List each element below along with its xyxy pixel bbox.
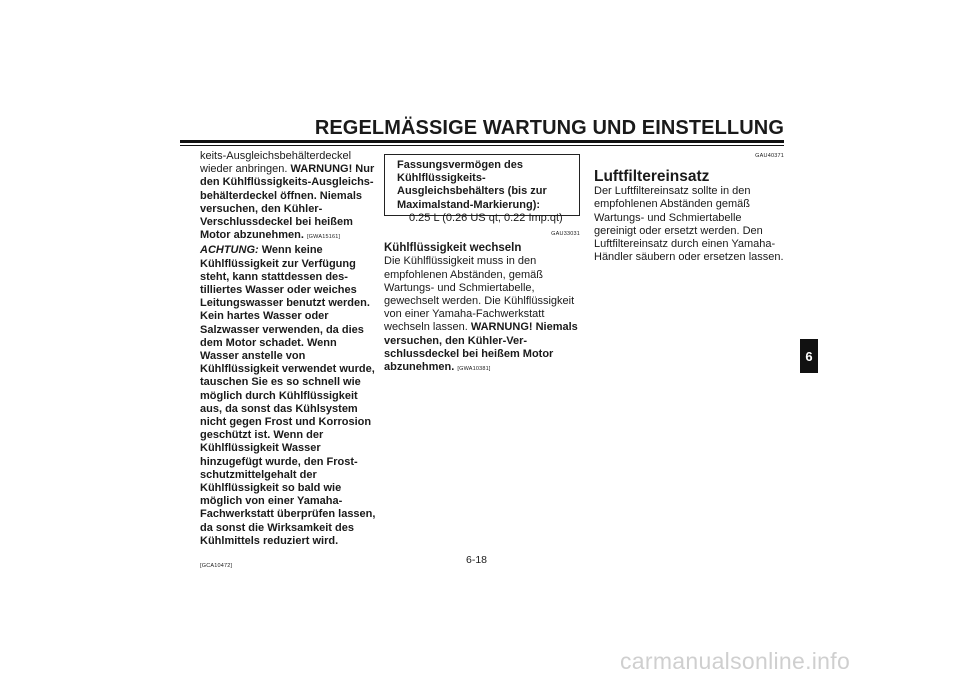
section-body — [384, 255, 580, 376]
header-rule-thin — [180, 145, 784, 146]
attention-label: ACHTUNG: — [200, 244, 259, 257]
ref-code: GAU40371 — [755, 153, 784, 159]
intro-text: keits-Ausgleichsbehälterdeckel wieder anbringen. — [200, 150, 352, 176]
watermark: carmanualsonline.info — [620, 648, 851, 674]
chapter-tab: 6 — [800, 339, 818, 373]
warning-code: [GWA10381] — [457, 366, 491, 373]
attention-text: Wenn keine Kühlflüssigkeit zur Verfügung steht, kann stattdessen destilliertes Wasser oder weiches Leitungswasser benutzt werden. Kein hartes Wasser oder Salzwasser verwenden, da dies dem Motor schadet. Wenn Wasser anstelle von Kühlflüssigkeit verwendet wurde, tauschen Sie es so schnell wie möglich durch Kühlflüssigkeit aus, da sonst das Kühlsystem nicht gegen Frost und Korrosion geschützt ist. Wenn der Kühlflüssigkeit Wasser hinzugefügt wurde, den Frostschutzmittelgehalt der Kühlflüssigkeit so bald wie möglich von einer Yamaha-Fachwerkstatt überprüfen lassen, da sonst die Wirksamkeit des Kühlmittels reduziert wird. — [200, 244, 376, 547]
column-left — [200, 150, 378, 573]
caution-code: [GCA10472] — [200, 563, 233, 570]
capacity-title: Fassungsvermögen des Kühlflüssigkeits-Ausgleichsbehälters (bis zur Maximalstand-Markierung): — [397, 159, 547, 211]
capacity-box — [384, 154, 580, 224]
section-heading: Kühlflüssigkeit wechseln — [384, 242, 522, 255]
header-rule-thick — [180, 140, 784, 143]
capacity-value: 0.25 L (0.26 US qt, 0.22 Imp.qt) — [409, 211, 563, 224]
warning-text: WARNUNG! Nur den Kühlflüssigkeits-Ausgleichsbehälterdeckel öffnen. Niemals versuchen, den Kühler-Verschlussdeckel bei heißem Motor abzunehmen. — [200, 163, 375, 242]
body-text: Die Kühlflüssigkeit muss in den empfohlenen Abständen, gemäß Wartungs- und Schmiertabelle, gewechselt werden. Die Kühlflüssigkeit von einer Yamaha-Fachwerkstatt wechseln lassen. — [384, 255, 575, 334]
page-title: REGELMÄSSIGE WARTUNG UND EINSTELLUNG — [314, 117, 784, 139]
ref-code: GAU33031 — [551, 231, 580, 237]
column-right — [594, 150, 784, 264]
warning-text: WARNUNG! Niemals versuchen, den Kühler-Verschlussdeckel bei heißem Motor abzunehmen. — [384, 321, 578, 374]
column-middle — [384, 150, 580, 376]
section-body: Der Luftfiltereinsatz sollte in den empfohlenen Abständen gemäß Wartungs- und Schmiertabelle gereinigt oder ersetzt werden. Den Luftfiltereinsatz durch einen Yamaha-Händler säubern oder ersetzen lassen. — [594, 185, 784, 264]
warning-code: [GWA15161] — [306, 234, 341, 241]
page-number: 6-18 — [466, 554, 488, 566]
section-heading: Luftfiltereinsatz — [594, 168, 710, 186]
